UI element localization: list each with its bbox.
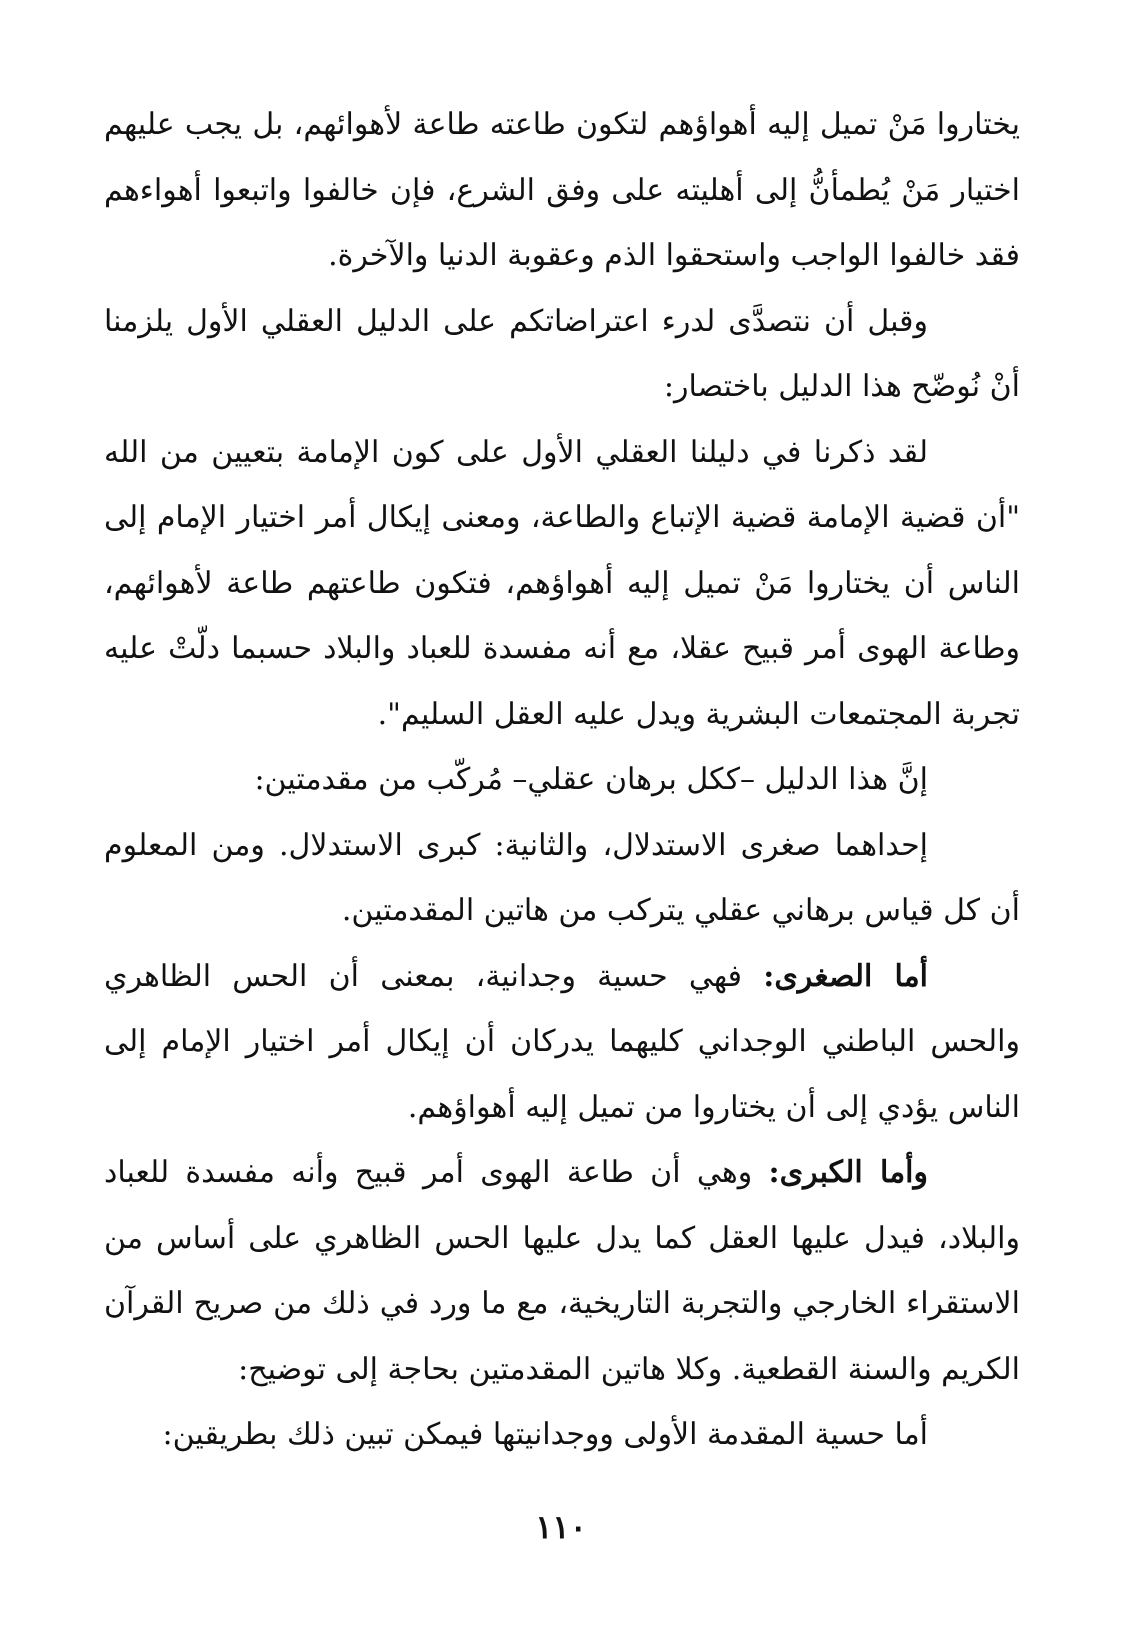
- paragraph-4-text: إنَّ هذا الدليل –ككل برهان عقلي– مُركّب من مقدمتين:: [254, 762, 928, 797]
- paragraph-6: [104, 944, 1020, 1141]
- body-text: [104, 92, 1020, 1468]
- paragraph-7-text: وهي أن طاعة الهوى أمر قبيح وأنه مفسدة للعباد والبلاد، فيدل عليها العقل كما يدل عليها الحس الظاهري على أساس من الاستقراء الخارجي والتجربة التاريخية، مع ما ورد في ذلك من صريح القرآن الكريم والسنة القطعية. وكلا هاتين المقدمتين بحاجة إلى توضيح:: [104, 1155, 1020, 1387]
- paragraph-3: [104, 420, 1020, 748]
- paragraph-8-text: أما حسية المقدمة الأولى ووجدانيتها فيمكن تبين ذلك بطريقين:: [162, 1417, 928, 1452]
- paragraph-5: [104, 813, 1020, 944]
- paragraph-8: [104, 1402, 1020, 1468]
- paragraph-6-text: فهي حسية وجدانية، بمعنى أن الحس الظاهري والحس الباطني الوجداني كليهما يدركان أن إيكال أمر اختيار الإمام إلى الناس يؤدي إلى أن يختاروا من تميل إليه أهواؤهم.: [104, 958, 1020, 1125]
- page-number: ١١٠: [535, 1508, 587, 1546]
- paragraph-1: [104, 92, 1020, 289]
- paragraph-2: [104, 289, 1020, 420]
- paragraph-2-text: وقبل أن نتصدَّى لدرء اعتراضاتكم على الدليل العقلي الأول يلزمنا أنْ نُوضّح هذا الدليل باختصار:: [104, 303, 1020, 404]
- paragraph-7: [104, 1140, 1020, 1402]
- paragraph-4: [104, 747, 1020, 813]
- paragraph-6-lead: أما الصغرى:: [763, 958, 929, 994]
- paragraph-5-text: إحداهما صغرى الاستدلال، والثانية: كبرى الاستدلال. ومن المعلوم أن كل قياس برهاني عقلي يتركب من هاتين المقدمتين.: [104, 827, 1020, 928]
- paragraph-3-text: لقد ذكرنا في دليلنا العقلي الأول على كون الإمامة بتعيين من الله "أن قضية الإمامة قضية الإتباع والطاعة، ومعنى إيكال أمر اختيار الإمام إلى الناس أن يختاروا مَنْ تميل إليه أهواؤهم، فتكون طاعتهم طاعة لأهوائهم، وطاعة الهوى أمر قبيح عقلا، مع أنه مفسدة للعباد والبلاد حسبما دلّتْ عليه تجربة المجتمعات البشرية ويدل عليه العقل السليم".: [104, 434, 1020, 732]
- paragraph-7-lead: وأما الكبرى:: [768, 1155, 928, 1190]
- paragraph-1-text: يختاروا مَنْ تميل إليه أهواؤهم لتكون طاعته طاعة لأهوائهم، بل يجب عليهم اختيار مَنْ يُطمأنُّ إلى أهليته على وفق الشرع، فإن خالفوا واتبعوا أهواءهم فقد خالفوا الواجب واستحقوا الذم وعقوبة الدنيا والآخرة.: [104, 107, 1020, 273]
